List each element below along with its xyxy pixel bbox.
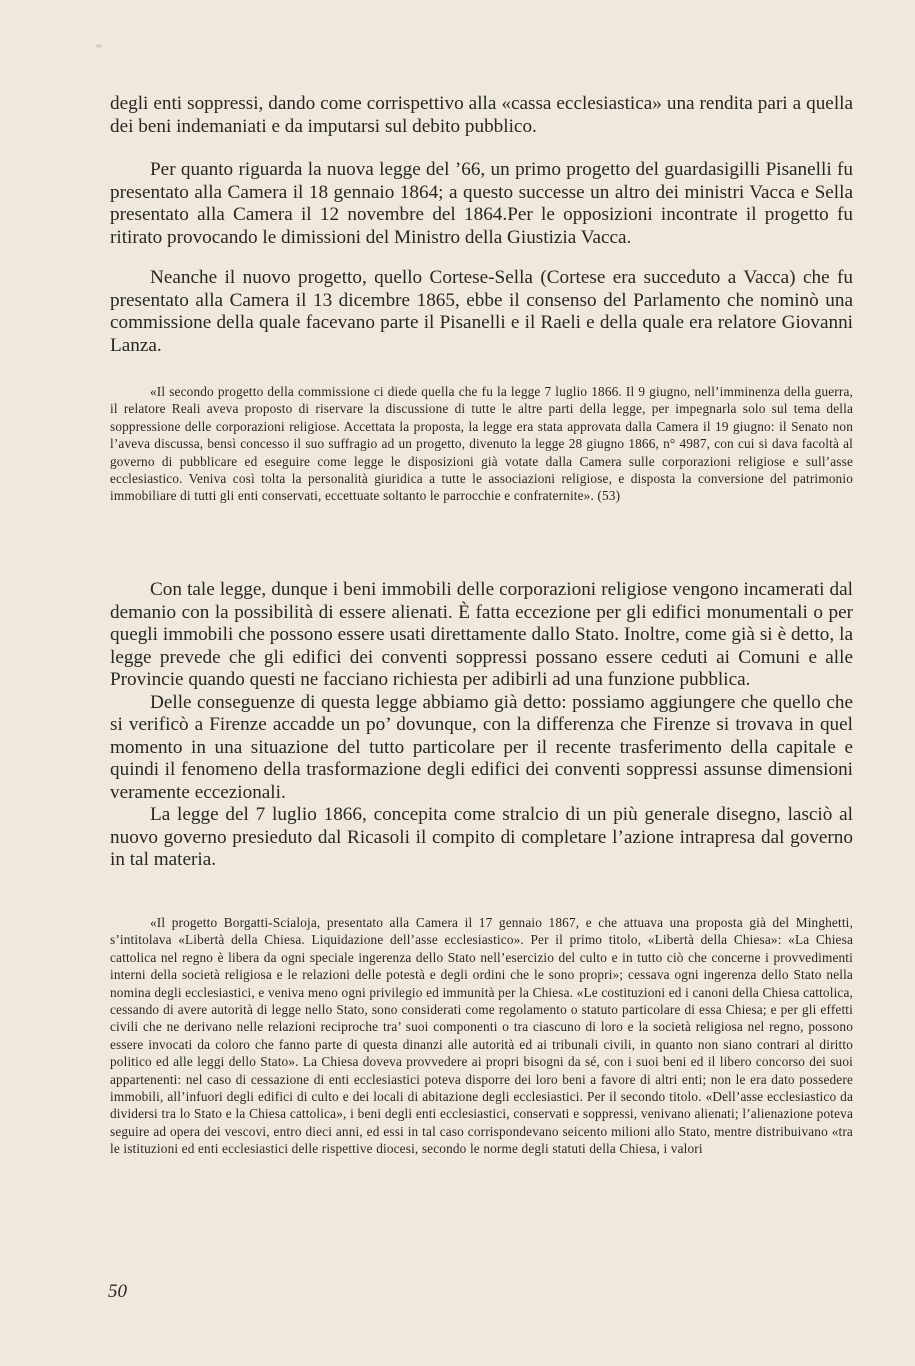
- section-consequences: [110, 579, 853, 872]
- paragraph-law-effects: Con tale legge, dunque i beni immobili delle corporazioni religiose vengono incamerati dal demanio con la possibilità di essere alienati. È fatta eccezione per gli edifici monumentali o per quegli immobili che possono essere usati direttamente dallo Stato. Inoltre, come già si è detto, la legge prevede che gli edifici dei conventi soppressi possano essere ceduti ai Comuni e alle Provincie quando questi ne facciano richiesta per adibirli ad una funzione pubblica.: [110, 579, 853, 690]
- paragraph-continuation: degli enti soppressi, dando come corrispettivo alla «cassa ecclesiastica» una rendita pari a quella dei beni indemaniati e da imputarsi sul debito pubblico.: [110, 93, 853, 137]
- paper-mark: [96, 44, 102, 48]
- paragraph-new-law-1866: Per quanto riguarda la nuova legge del ’66, un primo progetto del guardasigilli Pisanelli fu presentato alla Camera il 18 gennaio 1864; a questo successe un altro dei ministri Vacca e Sella presentato alla Camera il 12 novembre del 1864.Per le opposizioni incontrate il progetto fu ritirato provocando le dimissioni del Ministro della Giustizia Vacca.: [110, 159, 853, 248]
- paragraph-florence: Delle conseguenze di questa legge abbiamo già detto: possiamo aggiungere che quello che si verificò a Firenze accadde un po’ dovunque, con la differenza che Firenze si trovava in quel momento in una situazione del tutto particolare per il recente trasferimento della capitale e quindi il fenomeno della trasformazione degli edifici dei conventi soppressi assunse dimensioni veramente eccezionali.: [110, 691, 853, 803]
- block-quote-second-project: «Il secondo progetto della commissione ci diede quella che fu la legge 7 luglio 1866. Il 9 giugno, nell’imminenza della guerra, il relatore Reali aveva proposto di riservare la discussione di tutte le altre parti della legge, per impegnarla solo sul tema della soppressione delle corporazioni religiose. Accettata la proposta, la legge era stata approvata dalla Camera il 19 giugno: il Senato non l’aveva discussa, bensì concesso il suo suffragio ad un progetto, divenuto la legge 28 giugno 1866, n° 4987, con cui si dava facoltà al governo di pubblicare ed eseguire come legge le disposizioni già votate dalla Camera sulle corporazioni religiose e sull’asse ecclesiastico. Veniva così tolta la personalità giuridica a tutte le associazioni religiose, e disposta la conversione del patrimonio immobiliare di tutti gli enti conservati, eccettuate soltanto le parrocchie e confraternite». (53): [110, 384, 853, 504]
- block-quote-borgatti-scialoja: «Il progetto Borgatti-Scialoja, presentato alla Camera il 17 gennaio 1867, e che attuava una proposta già del Minghetti, s’intitolava «Libertà della Chiesa. Liquidazione dell’asse ecclesiastico». Per il primo titolo, «Libertà della Chiesa»: «La Chiesa cattolica nel regno è libera da ogni speciale ingerenza dello Stato nell’esercizio del culto e in tutto ciò che concerne i provvedimenti interni della società religiosa e le relazioni delle potestà e degli ordini che le sono propri»; cessava ogni ingerenza dello Stato nella nomina degli ecclesiastici, e veniva meno ogni privilegio ed immunità per la Chiesa. «Le costituzioni ed i canoni della Chiesa cattolica, cessando di avere autorità di legge nello Stato, sono considerati come regolamento o statuto particolare di essa Chiesa; e per gli effetti civili che ne derivano nelle relazioni reciproche tra’ suoi componenti o tra ciascuno di loro e la società religiosa nel regno, possono essere invocati da coloro che fanno parte di questa dinanzi alle autorità ed ai tribunali civili, in quanto non siano contrari al diritto politico ed alle leggi dello Stato». La Chiesa doveva provvedere ai propri bisogni da sé, con i suoi beni ed il libero concorso dei suoi appartenenti: nel caso di cessazione di enti ecclesiastici poteva disporre dei loro beni a favore di altri enti; non le era dato possedere immobili, all’infuori degli edifici di culto e dei locali di abitazione degli ecclesiastici. Per il secondo titolo. «Dell’asse ecclesiastico da dividersi tra lo Stato e la Chiesa cattolica», i beni degli enti ecclesiastici, conservati e soppressi, venivano alienati; l’alienazione poteva seguire ad opera dei vescovi, entro dieci anni, ed essi in tal caso corrispondevano seicento milioni allo Stato, mentre distribuivano «tra le istituzioni ed enti ecclesiastici delle rispettive diocesi, secondo le norme degli statuti della Chiesa, i valori: [110, 915, 853, 1157]
- page-number: 50: [108, 1281, 127, 1302]
- paragraph-july-law: La legge del 7 luglio 1866, concepita come stralcio di un più generale disegno, lasciò al nuovo governo presieduto dal Ricasoli il compito di completare l’azione intrapresa dal governo in tal materia.: [110, 804, 853, 870]
- paragraph-cortese-sella: Neanche il nuovo progetto, quello Cortese-Sella (Cortese era succeduto a Vacca) che fu presentato alla Camera il 13 dicembre 1865, ebbe il consenso del Parlamento che nominò una commissione della quale facevano parte il Pisanelli e il Raeli e della quale era relatore Giovanni Lanza.: [110, 267, 853, 356]
